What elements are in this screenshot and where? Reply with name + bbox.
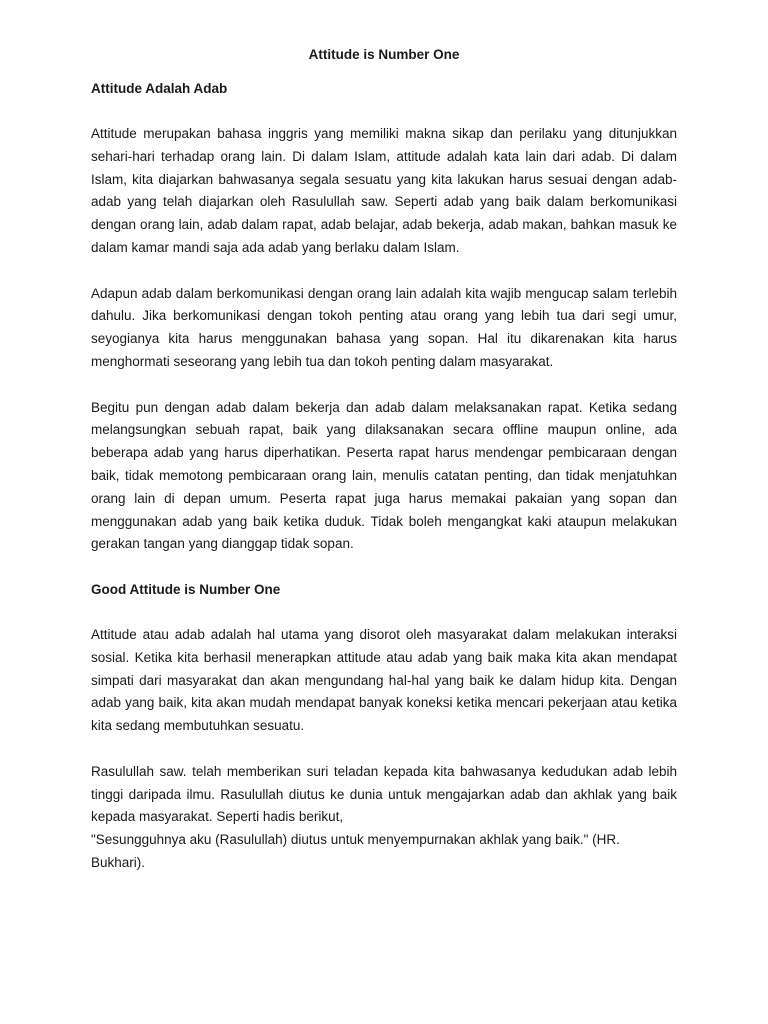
paragraph: Begitu pun dengan adab dalam bekerja dan adab dalam melaksanakan rapat. Ketika sedang melangsungkan sebuah rapat, baik yang dilaksanakan secara offline maupun online, ada beberapa adab yang harus diperhatikan. Peserta rapat harus mendengar pembicaraan dengan baik, tidak memotong pembicaraan orang lain, menulis catatan penting, dan tidak menjatuhkan orang lain di depan umum. Peserta rapat juga harus memakai pakaian yang sopan dan menggunakan adab yang baik ketika duduk. Tidak boleh mengangkat kaki ataupun melakukan gerakan tangan yang dianggap tidak sopan. — [91, 399, 677, 552]
paragraph: Attitude merupakan bahasa inggris yang memiliki makna sikap dan perilaku yang ditunjukkan sehari-hari terhadap orang lain. Di dalam Islam, attitude adalah kata lain dari adab. Di dalam Islam, kita diajarkan bahwasanya segala sesuatu yang kita lakukan harus sesuai dengan adab-adab yang telah diajarkan oleh Rasulullah saw. Seperti adab yang baik dalam berkomunikasi dengan orang lain, adab dalam rapat, adab belajar, adab bekerja, adab makan, bahkan masuk ke dalam kamar mandi saja ada adab yang berlaku dalam Islam. — [91, 126, 677, 255]
section-heading-attitude-adalah-adab: Attitude Adalah Adab — [91, 81, 228, 96]
document-title: Attitude is Number One — [308, 47, 460, 62]
paragraph: Attitude atau adab adalah hal utama yang disorot oleh masyarakat dalam melakukan interaksi sosial. Ketika kita berhasil menerapkan attitude atau adab yang baik maka kita akan mendapat simpati dari masyarakat dan akan mengundang hal-hal yang baik ke dalam hidup kita. Dengan adab yang baik, kita akan mudah mendapat banyak koneksi ketika mencari pekerjaan atau ketika kita sedang membutuhkan sesuatu. — [91, 626, 677, 734]
paragraph: Rasulullah saw. telah memberikan suri teladan kepada kita bahwasanya kedudukan adab lebih tinggi daripada ilmu. Rasulullah diutus ke dunia untuk mengajarkan adab dan akhlak yang baik kepada masyarakat. Seperti hadis berikut, — [91, 763, 677, 825]
hadith-quote: "Sesungguhnya aku (Rasulullah) diutus untuk menyempurnakan akhlak yang baik." (HR. Bukhari). — [91, 832, 620, 870]
section-heading-good-attitude: Good Attitude is Number One — [91, 581, 281, 597]
paragraph: Adapun adab dalam berkomunikasi dengan orang lain adalah kita wajib mengucap salam terlebih dahulu. Jika berkomunikasi dengan tokoh penting atau orang yang lebih tua dari segi umur, seyogianya kita harus menggunakan bahasa yang sopan. Hal itu dikarenakan kita harus menghormati seseorang yang lebih tua dan tokoh penting dalam masyarakat. — [91, 285, 677, 369]
document-body — [91, 44, 677, 898]
